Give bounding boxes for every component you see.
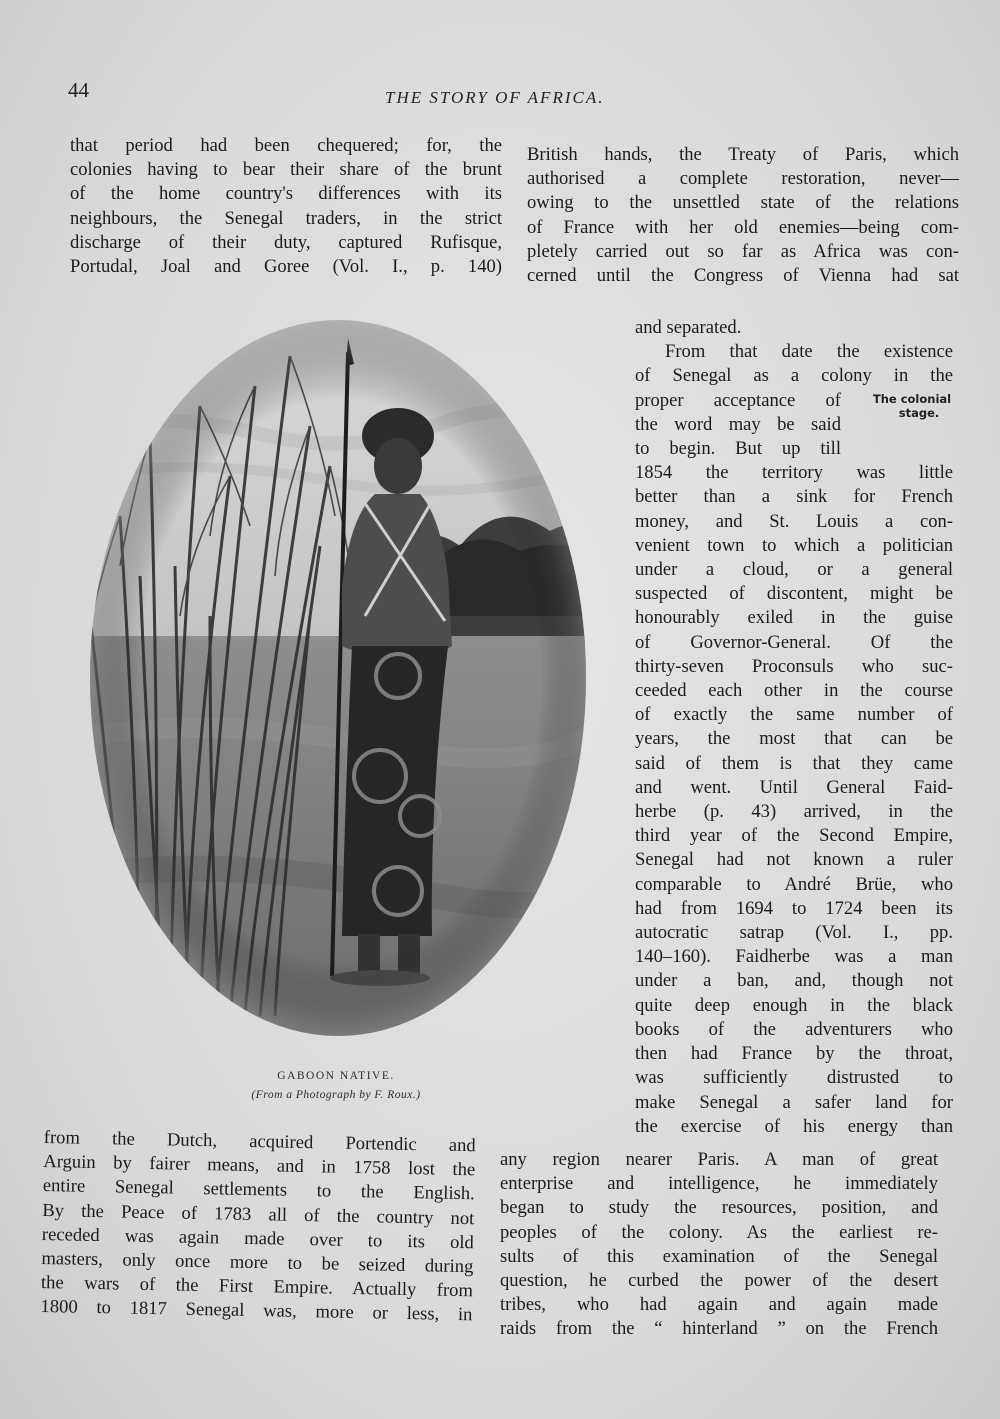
text-line: cerned until the Congress of Vienna had sat [527,265,959,287]
text-line: question, he curbed the power of the desert [500,1270,938,1292]
text-line: Arguin by fairer means, and in 1758 lost the [43,1151,476,1181]
text-line: sults of this examination of the Senegal [500,1245,938,1267]
running-title: THE STORY OF AFRICA. [385,88,605,107]
photograph-image [80,316,600,1046]
text-line: honourably exiled in the guise [635,607,953,629]
text-line: 1800 to 1817 Senegal was, more or less, in [40,1296,473,1326]
text-line: of the home country's differences with its [70,183,502,205]
side-note-line: stage. [898,406,940,420]
text-line: neighbours, the Senegal traders, in the strict [70,207,502,229]
text-line: years, the most that can be [635,728,953,750]
side-note [866,392,958,420]
text-line: under a cloud, or a general [635,559,953,581]
page-number: 44 [68,78,89,102]
text-line: Senegal had not known a ruler [635,849,953,871]
right-column-wrap [635,316,953,1139]
text-line: to begin. But up till [635,438,841,460]
text-line: ceeded each other in the course [635,680,953,702]
text-line: masters, only once more to be seized during [41,1247,474,1278]
text-line: money, and St. Louis a con- [635,510,953,532]
text-line: and went. Until General Faid- [635,776,953,798]
text-line: the wars of the First Empire. Actually from [40,1272,474,1302]
text-line: tribes, who had again and again made [500,1294,938,1316]
text-line: raids from the “ hinterland ” on the French [500,1318,938,1340]
text-line: owing to the unsettled state of the relations [527,192,959,214]
text-line: said of them is that they came [635,752,953,774]
text-line: proper acceptance of [635,389,841,411]
illustration-credit: (From a Photograph by F. Roux.) [251,1089,421,1101]
text-line: third year of the Second Empire, [635,825,953,847]
text-line: 1854 the territory was little [635,462,953,484]
right-column-bottom [500,1148,938,1342]
oval-photograph [80,316,600,1046]
text-line: from the Dutch, acquired Portendic and [43,1126,476,1157]
text-line: make Senegal a safer land for [635,1091,953,1113]
text-line: autocratic satrap (Vol. I., pp. [635,922,953,944]
text-line: discharge of their duty, captured Rufisque, [70,231,502,253]
right-column-top [527,143,959,288]
text-line: 140–160). Faidherbe was a man [635,946,953,968]
text-line: began to study the resources, position, and [500,1197,938,1219]
text-line: peoples of the colony. As the earliest re- [500,1221,938,1243]
text-line: British hands, the Treaty of Paris, which [527,144,959,165]
text-line: entire Senegal settlements to the English. [42,1175,475,1205]
side-note-line: The colonial [872,392,952,406]
text-line: any region nearer Paris. A man of great [500,1149,938,1170]
text-line: authorised a complete restoration, never— [527,168,959,190]
text-line: venient town to which a politician [635,534,953,556]
text-line: of France with her old enemies—being com- [527,216,959,238]
left-column-top [70,134,502,279]
text-line: under a ban, and, though not [635,970,953,992]
text-line: books of the adventurers who [635,1018,953,1040]
text-line: that period had been chequered; for, the [70,135,502,156]
text-line: pletely carried out so far as Africa was con- [527,240,959,262]
text-line: suspected of discontent, might be [635,583,953,605]
text-line: was sufficiently distrusted to [635,1067,953,1089]
text-line: and separated. [635,317,742,338]
text-line: better than a sink for French [635,486,953,508]
text-line: herbe (p. 43) arrived, in the [635,801,953,823]
text-line: of Governor-General. Of the [635,631,953,653]
left-column-bottom [40,1126,476,1328]
text-line: colonies having to bear their share of the brunt [70,159,502,181]
text-line: then had France by the throat, [635,1043,953,1065]
text-line: Portudal, Joal and Goree (Vol. I., p. 140) [70,256,502,278]
illustration-caption: GABOON NATIVE. [277,1070,395,1082]
text-line: From that date the existence [665,341,953,363]
text-line: of exactly the same number of [635,704,953,726]
text-line: enterprise and intelligence, he immediately [500,1173,938,1195]
text-line: thirty-seven Proconsuls who suc- [635,655,953,677]
text-line: quite deep enough in the black [635,994,953,1016]
text-line: comparable to André Brüe, who [635,873,953,895]
text-line: of Senegal as a colony in the [635,365,953,387]
text-line: the word may be said [635,413,841,435]
text-line: By the Peace of 1783 all of the country not [42,1199,475,1229]
text-line: the exercise of his energy than [635,1115,953,1137]
text-line: had from 1694 to 1724 been its [635,897,953,919]
text-line: receded was again made over to its old [41,1223,475,1254]
